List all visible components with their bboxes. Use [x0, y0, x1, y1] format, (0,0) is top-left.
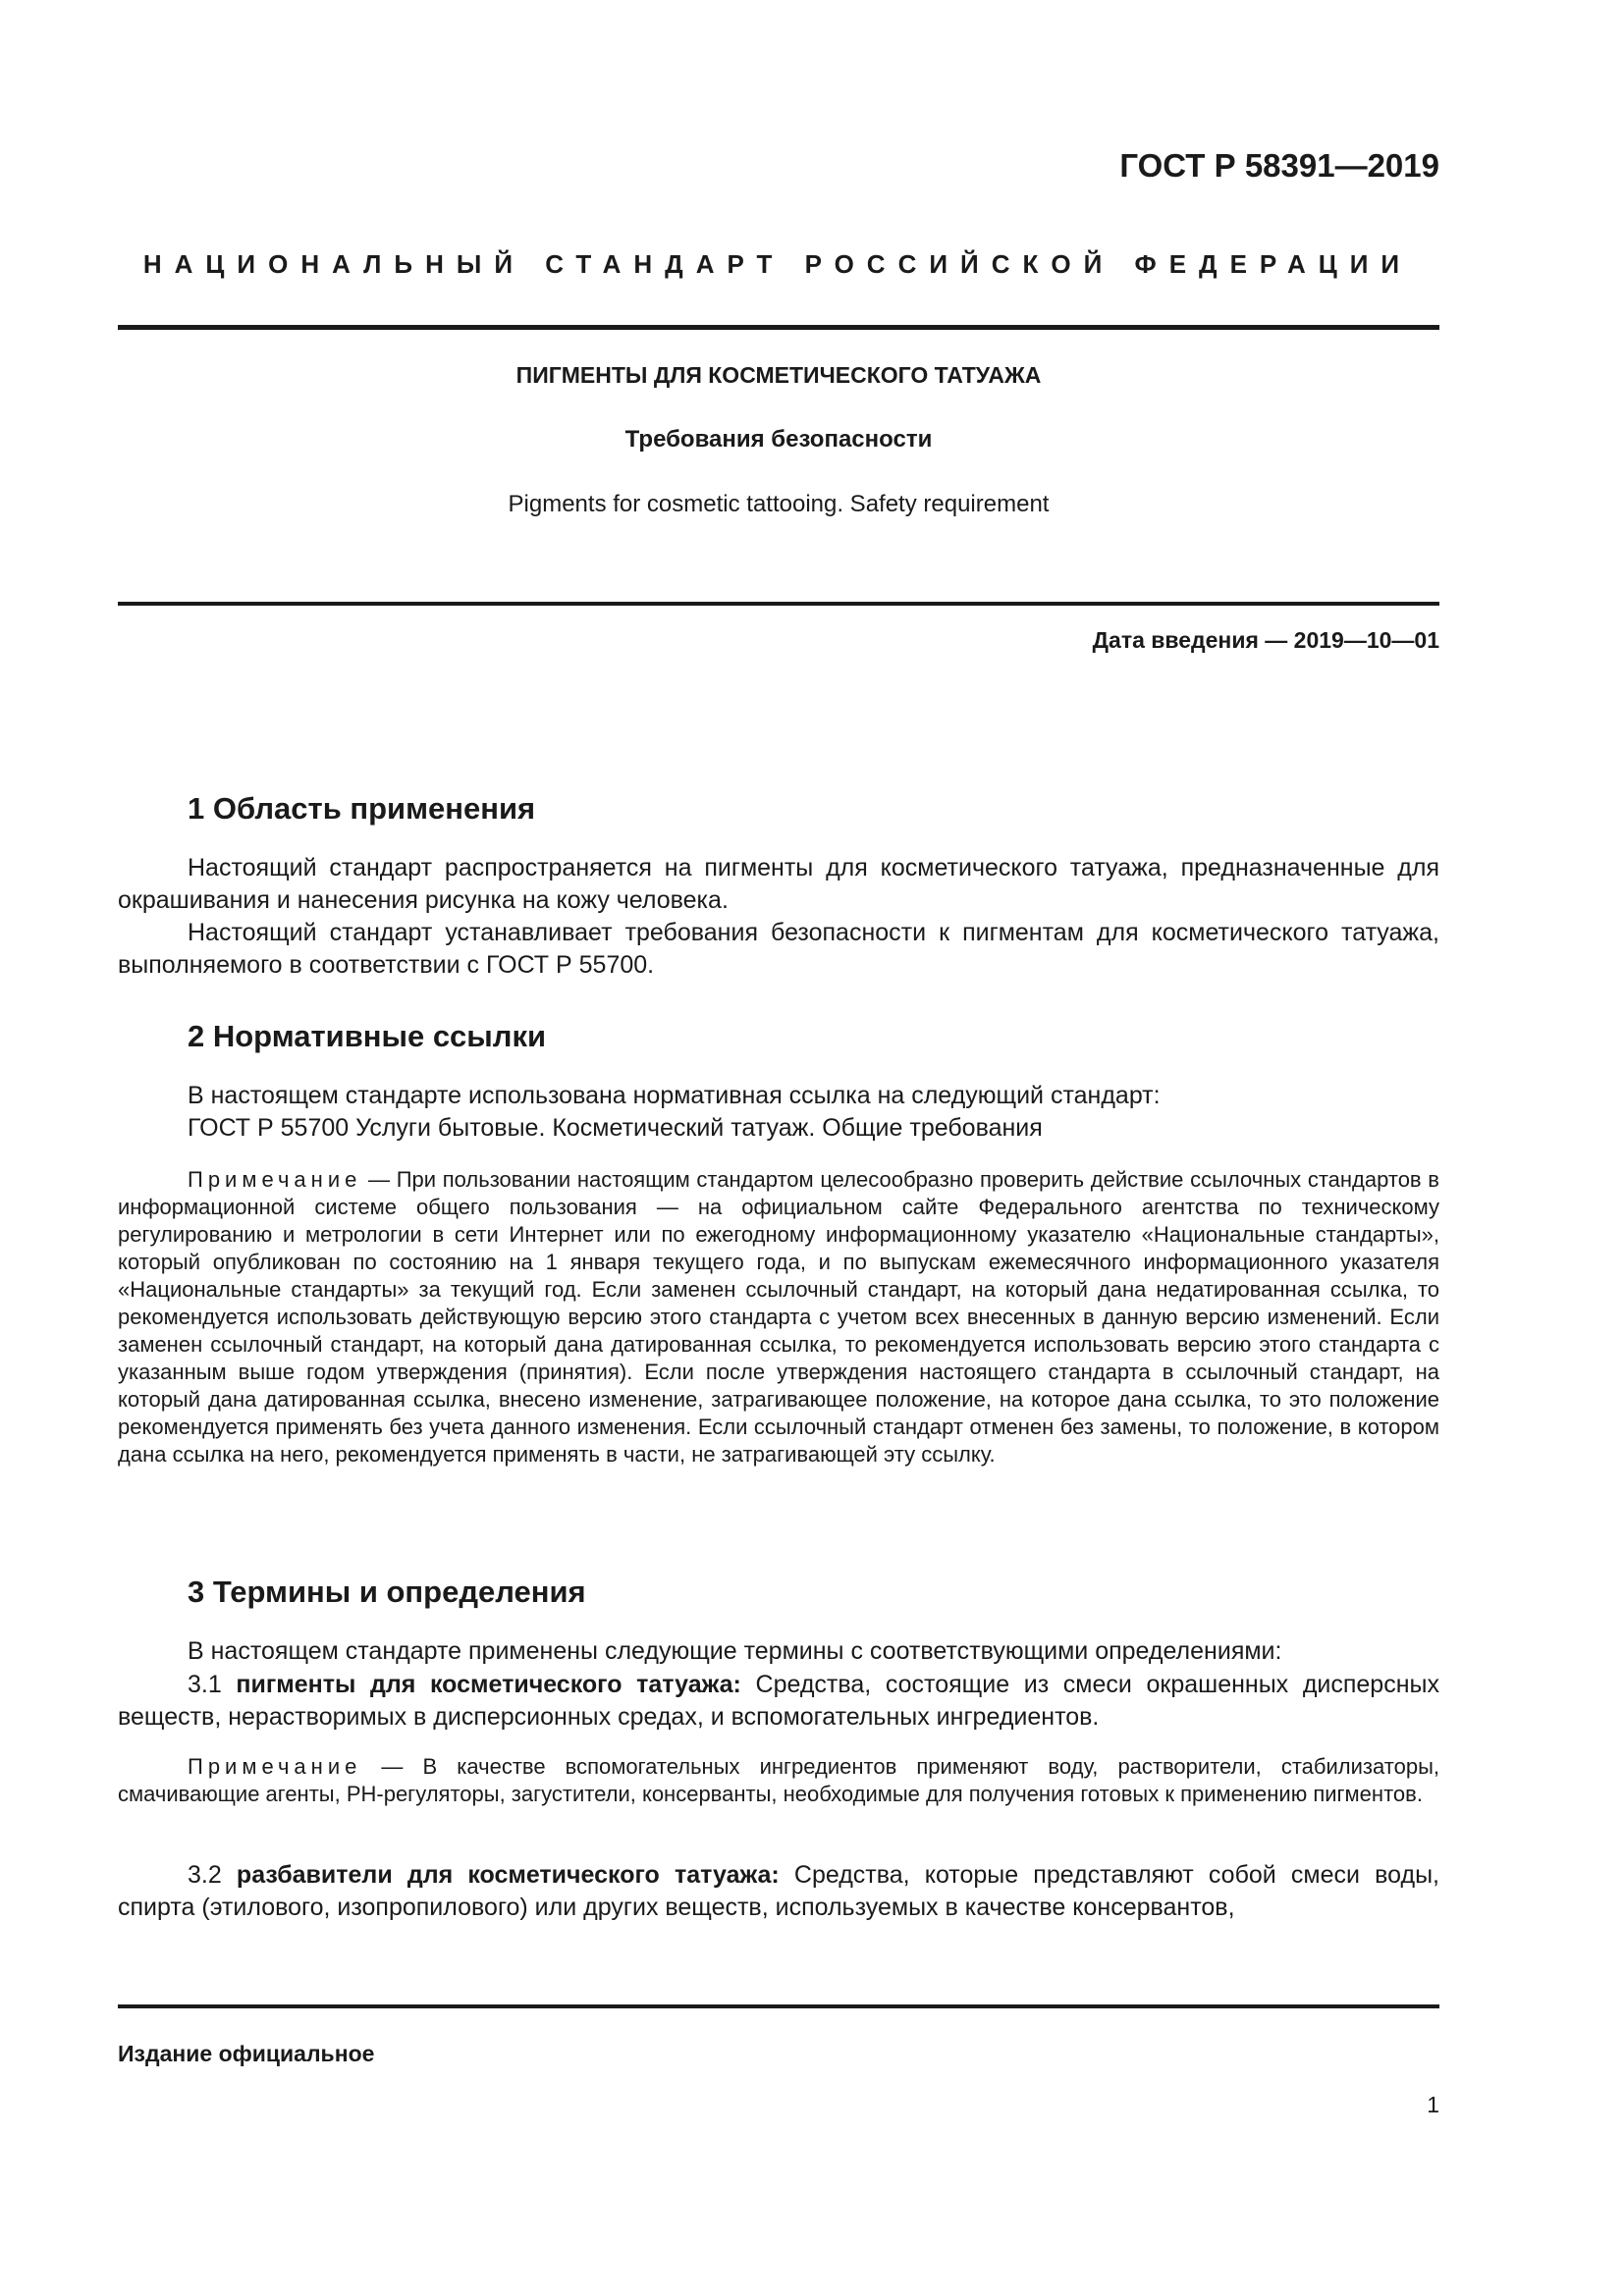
- term-3-2: [118, 1859, 1439, 1924]
- section-2-note: [118, 1166, 1439, 1468]
- document-subtitle: Требования безопасности: [624, 426, 933, 453]
- term-name: пигменты для косметического татуажа:: [236, 1671, 741, 1698]
- term-definition: Средства, которые представляют собой смеси воды, спирта (этилового, изопропилового) или других веществ, используемых в качестве консервантов,: [118, 1861, 1439, 1921]
- note-text: — При пользовании настоящим стандартом целесообразно проверить действие ссылочных стандартов в информационной системе общего пользования — на официальном сайте Федерального агентства по техническому регулированию и метрологии в сети Интернет или по ежегодному информационному указателю «Национальные стандарты», который опубликован по состоянию на 1 января текущего года, и по выпускам ежемесячного информационного указателя «Национальные стандарты» за текущий год. Если заменен ссылочный стандарт, на который дана недатированная ссылка, то рекомендуется использовать действующую версию этого стандарта с учетом всех внесенных в данную версию изменений. Если заменен ссылочный стандарт, на который дана датированная ссылка, то рекомендуется использовать версию этого стандарта с указанным выше годом утверждения (принятия). Если после утверждения настоящего стандарта в ссылочный стандарт, на который дана датированная ссылка, внесено изменение, затрагивающее положение, на которое дана ссылка, то это положение рекомендуется применять без учета данного изменения. Если ссылочный стандарт отменен без замены, то положение, в котором дана ссылка на него, рекомендуется применять в части, не затрагивающей эту ссылку.: [118, 1167, 1439, 1467]
- section-3-note: [118, 1753, 1439, 1808]
- national-standard-line: НАЦИОНАЛЬНЫЙ СТАНДАРТ РОССИЙСКОЙ ФЕДЕРАЦИИ: [142, 249, 1413, 279]
- standard-code: ГОСТ Р 58391—2019: [1119, 147, 1439, 184]
- section-2-reference: ГОСТ Р 55700 Услуги бытовые. Косметический татуаж. Общие требования: [188, 1114, 1043, 1142]
- title-divider: [118, 602, 1439, 606]
- section-3-heading: 3 Термины и определения: [188, 1575, 586, 1609]
- section-1-paragraph-2: Настоящий стандарт устанавливает требования безопасности к пигментам для косметического татуажа, выполняемого в соответствии с ГОСТ Р 55700.: [118, 919, 1439, 979]
- page-number: 1: [1427, 2092, 1439, 2117]
- section-3-intro: В настоящем стандарте применены следующие термины с соответствующими определениями:: [188, 1637, 1282, 1665]
- term-name: разбавители для косметического татуажа:: [236, 1861, 780, 1889]
- footer-divider: [118, 2004, 1439, 2008]
- section-1-paragraph-1: Настоящий стандарт распространяется на пигменты для косметического татуажа, предназначенные для окрашивания и нанесения рисунка на кожу человека.: [118, 854, 1439, 914]
- section-2-heading: 2 Нормативные ссылки: [188, 1019, 547, 1053]
- term-number: 3.1: [188, 1671, 222, 1698]
- english-title: Pigments for cosmetic tattooing. Safety requirement: [508, 491, 1050, 517]
- term-definition: Средства, состоящие из смеси окрашенных дисперсных веществ, нерастворимых в дисперсионных средах, и вспомогательных ингредиентов.: [118, 1671, 1439, 1731]
- term-3-1: [118, 1669, 1439, 1734]
- section-2-line-1: В настоящем стандарте использована нормативная ссылка на следующий стандарт:: [188, 1082, 1161, 1109]
- note-label: Примечание: [188, 1754, 362, 1779]
- header-divider: [118, 325, 1439, 330]
- note-label: Примечание: [188, 1167, 362, 1192]
- note-text: — В качестве вспомогательных ингредиентов применяют воду, растворители, стабилизаторы, смачивающие агенты, PH-регуляторы, загустители, консерванты, необходимые для получения готовых к применению пигментов.: [118, 1754, 1439, 1806]
- term-number: 3.2: [188, 1861, 222, 1889]
- edition-label: Издание официальное: [118, 2041, 375, 2066]
- introduction-date: Дата введения — 2019—10—01: [1092, 627, 1439, 653]
- section-1-heading: 1 Область применения: [188, 791, 536, 826]
- document-title: ПИГМЕНТЫ ДЛЯ КОСМЕТИЧЕСКОГО ТАТУАЖА: [515, 362, 1042, 388]
